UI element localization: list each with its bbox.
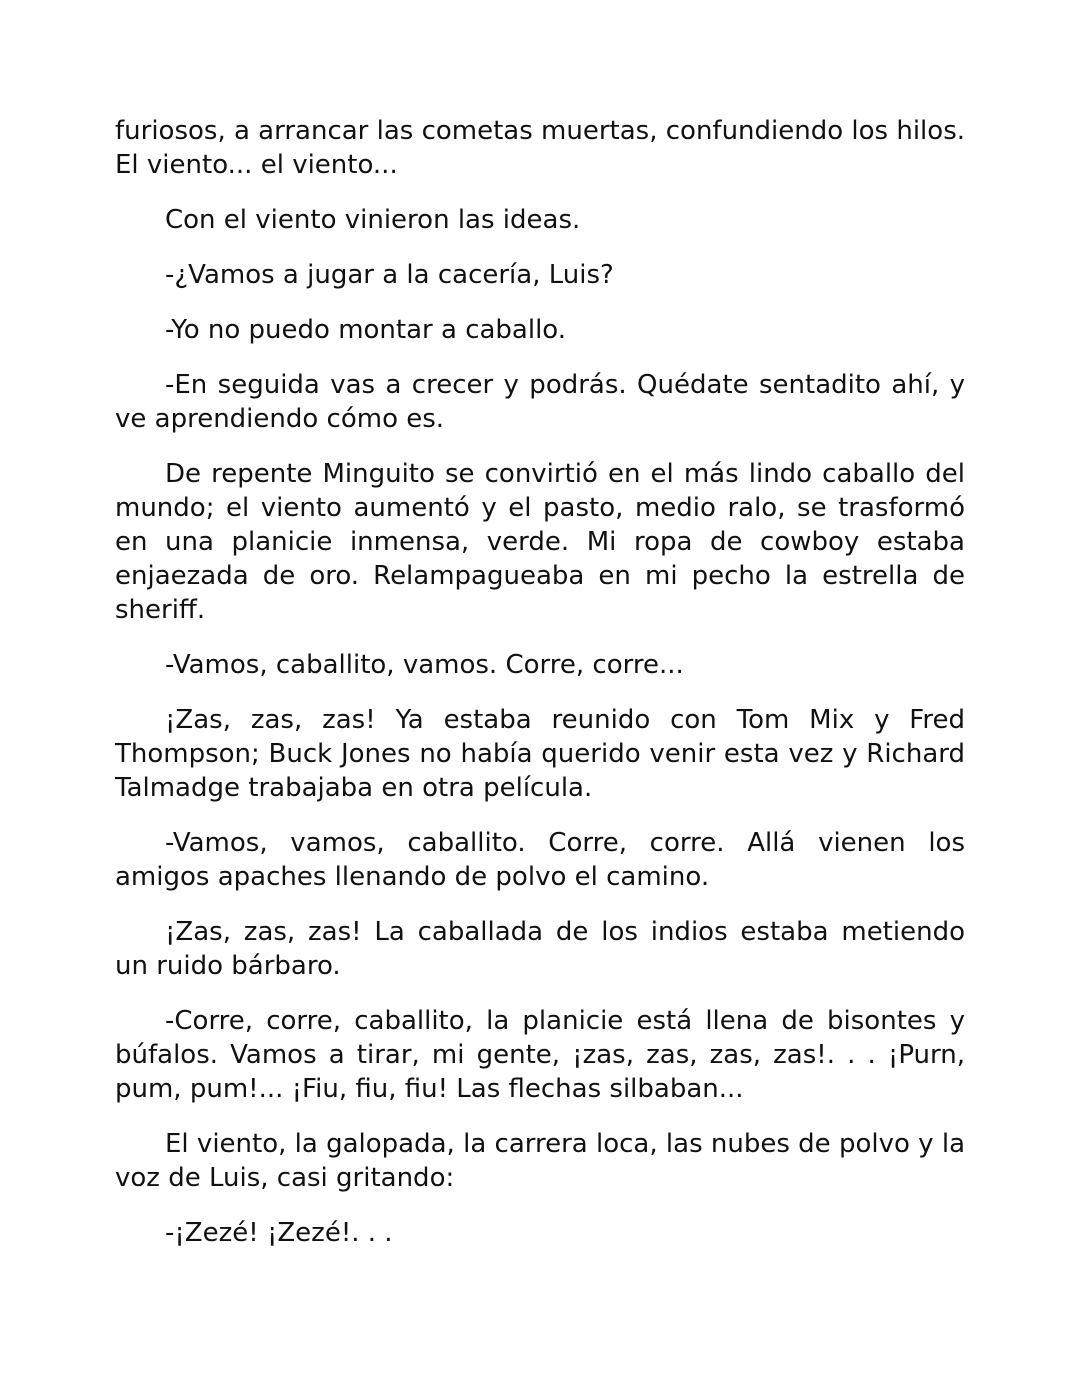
paragraph-9: -Vamos, vamos, caballito. Corre, corre. Allá vienen los amigos apaches llenando de polvo el camino. (115, 828, 965, 892)
paragraph-4: -Yo no puedo montar a caballo. (165, 315, 567, 345)
paragraph-6: De repente Minguito se convirtió en el más lindo caballo del mundo; el viento aumentó y el pasto, medio ralo, se trasformó en una planicie inmensa, verde. Mi ropa de cowboy estaba enjaezada de oro. Relampagueaba en mi pecho la estrella de sheriff. (115, 459, 965, 625)
document-page (115, 114, 965, 1271)
paragraph-1: furiosos, a arrancar las cometas muertas, confundiendo los hilos. El viento... el viento... (115, 116, 966, 180)
paragraph-7: -Vamos, caballito, vamos. Corre, corre... (165, 650, 684, 680)
paragraph-2: Con el viento vinieron las ideas. (165, 205, 581, 235)
paragraph-3: -¿Vamos a jugar a la cacería, Luis? (165, 260, 614, 290)
paragraph-8: ¡Zas, zas, zas! Ya estaba reunido con Tom Mix y Fred Thompson; Buck Jones no había querido venir esta vez y Richard Talmadge trabajaba en otra película. (115, 705, 965, 803)
paragraph-13: -¡Zezé! ¡Zezé!. . . (165, 1218, 393, 1248)
paragraph-11: -Corre, corre, caballito, la planicie está llena de bisontes y búfalos. Vamos a tirar, mi gente, ¡zas, zas, zas, zas!. . . ¡Purn, pum, pum!... ¡Fiu, fiu, fiu! Las flechas silbaban... (115, 1006, 965, 1104)
paragraph-5: -En seguida vas a crecer y podrás. Quédate sentadito ahí, y ve aprendiendo cómo es. (115, 370, 965, 434)
paragraph-12: El viento, la galopada, la carrera loca, las nubes de polvo y la voz de Luis, casi gritando: (115, 1129, 965, 1193)
paragraph-10: ¡Zas, zas, zas! La caballada de los indios estaba metiendo un ruido bárbaro. (115, 917, 965, 981)
